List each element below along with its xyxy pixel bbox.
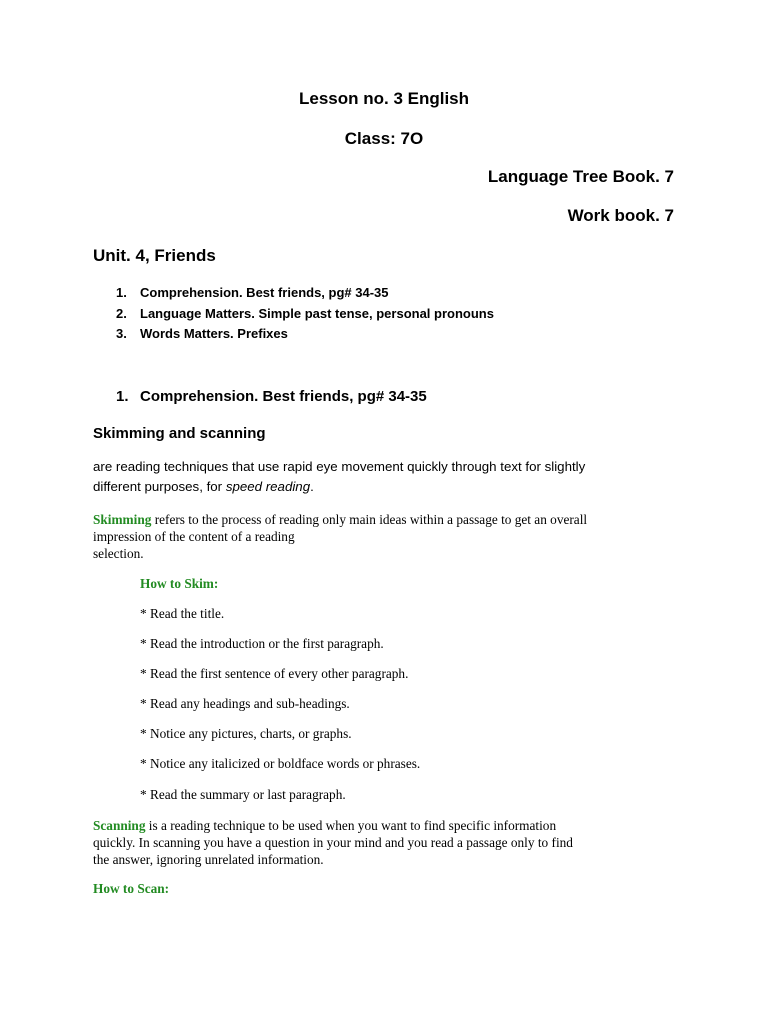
skim-step: * Read the introduction or the first paragraph. <box>140 636 384 651</box>
skimming-term: Skimming <box>93 512 152 527</box>
skimming-paragraph <box>93 511 683 562</box>
intro-line: are reading techniques that use rapid eye movement quickly through text for slightly <box>93 459 586 474</box>
intro-line <box>93 477 653 497</box>
skim-step: * Notice any italicized or boldface words or phrases. <box>140 756 421 771</box>
class-label: Class: 7O <box>344 129 424 148</box>
paragraph-text: refers to the process of reading only main ideas within a passage to get an overall <box>151 512 588 527</box>
list-item-number: 2. <box>116 305 127 321</box>
skim-step: * Read the title. <box>140 606 225 621</box>
list-item-text: Words Matters. Prefixes <box>140 326 288 341</box>
workbook-label: Work book. 7 <box>567 206 674 225</box>
skim-step: * Notice any pictures, charts, or graphs. <box>140 726 352 741</box>
list-item <box>116 304 494 325</box>
lesson-title: Lesson no. 3 English <box>298 89 470 108</box>
section-heading <box>116 388 427 405</box>
skim-step: * Read the summary or last paragraph. <box>140 787 346 802</box>
unit-contents-list <box>116 283 494 345</box>
intro-text: different purposes, for <box>93 479 226 494</box>
list-item-number: 3. <box>116 326 127 341</box>
list-item <box>116 324 494 345</box>
skim-scan-heading: Skimming and scanning <box>93 425 266 442</box>
intro-period: . <box>310 479 314 494</box>
list-item-text: Language Matters. Simple past tense, personal pronouns <box>140 305 494 321</box>
paragraph-line <box>93 511 683 528</box>
paragraph-line: quickly. In scanning you have a question in your mind and you read a passage only to find <box>93 835 573 850</box>
unit-title: Unit. 4, Friends <box>93 246 216 265</box>
paragraph-line: impression of the content of a reading <box>93 529 295 544</box>
list-item <box>116 283 494 304</box>
list-item-number: 1. <box>116 285 127 300</box>
scanning-paragraph <box>93 817 683 868</box>
list-item-text: Comprehension. Best friends, pg# 34-35 <box>140 285 389 300</box>
section-title: Comprehension. Best friends, pg# 34-35 <box>140 388 427 405</box>
how-to-skim-heading: How to Skim: <box>140 576 219 591</box>
skim-scan-intro <box>93 457 653 497</box>
paragraph-line: selection. <box>93 546 144 561</box>
intro-italic: speed reading <box>225 479 311 494</box>
section-number: 1. <box>116 388 129 405</box>
paragraph-text: is a reading technique to be used when you want to find specific information <box>145 818 557 833</box>
paragraph-line <box>93 817 683 834</box>
book-label: Language Tree Book. 7 <box>487 167 674 186</box>
how-to-scan-heading: How to Scan: <box>93 881 170 896</box>
paragraph-line: the answer, ignoring unrelated information. <box>93 852 324 867</box>
skim-step: * Read the first sentence of every other paragraph. <box>140 666 409 681</box>
scanning-term: Scanning <box>93 818 146 833</box>
skim-step: * Read any headings and sub-headings. <box>140 696 350 711</box>
